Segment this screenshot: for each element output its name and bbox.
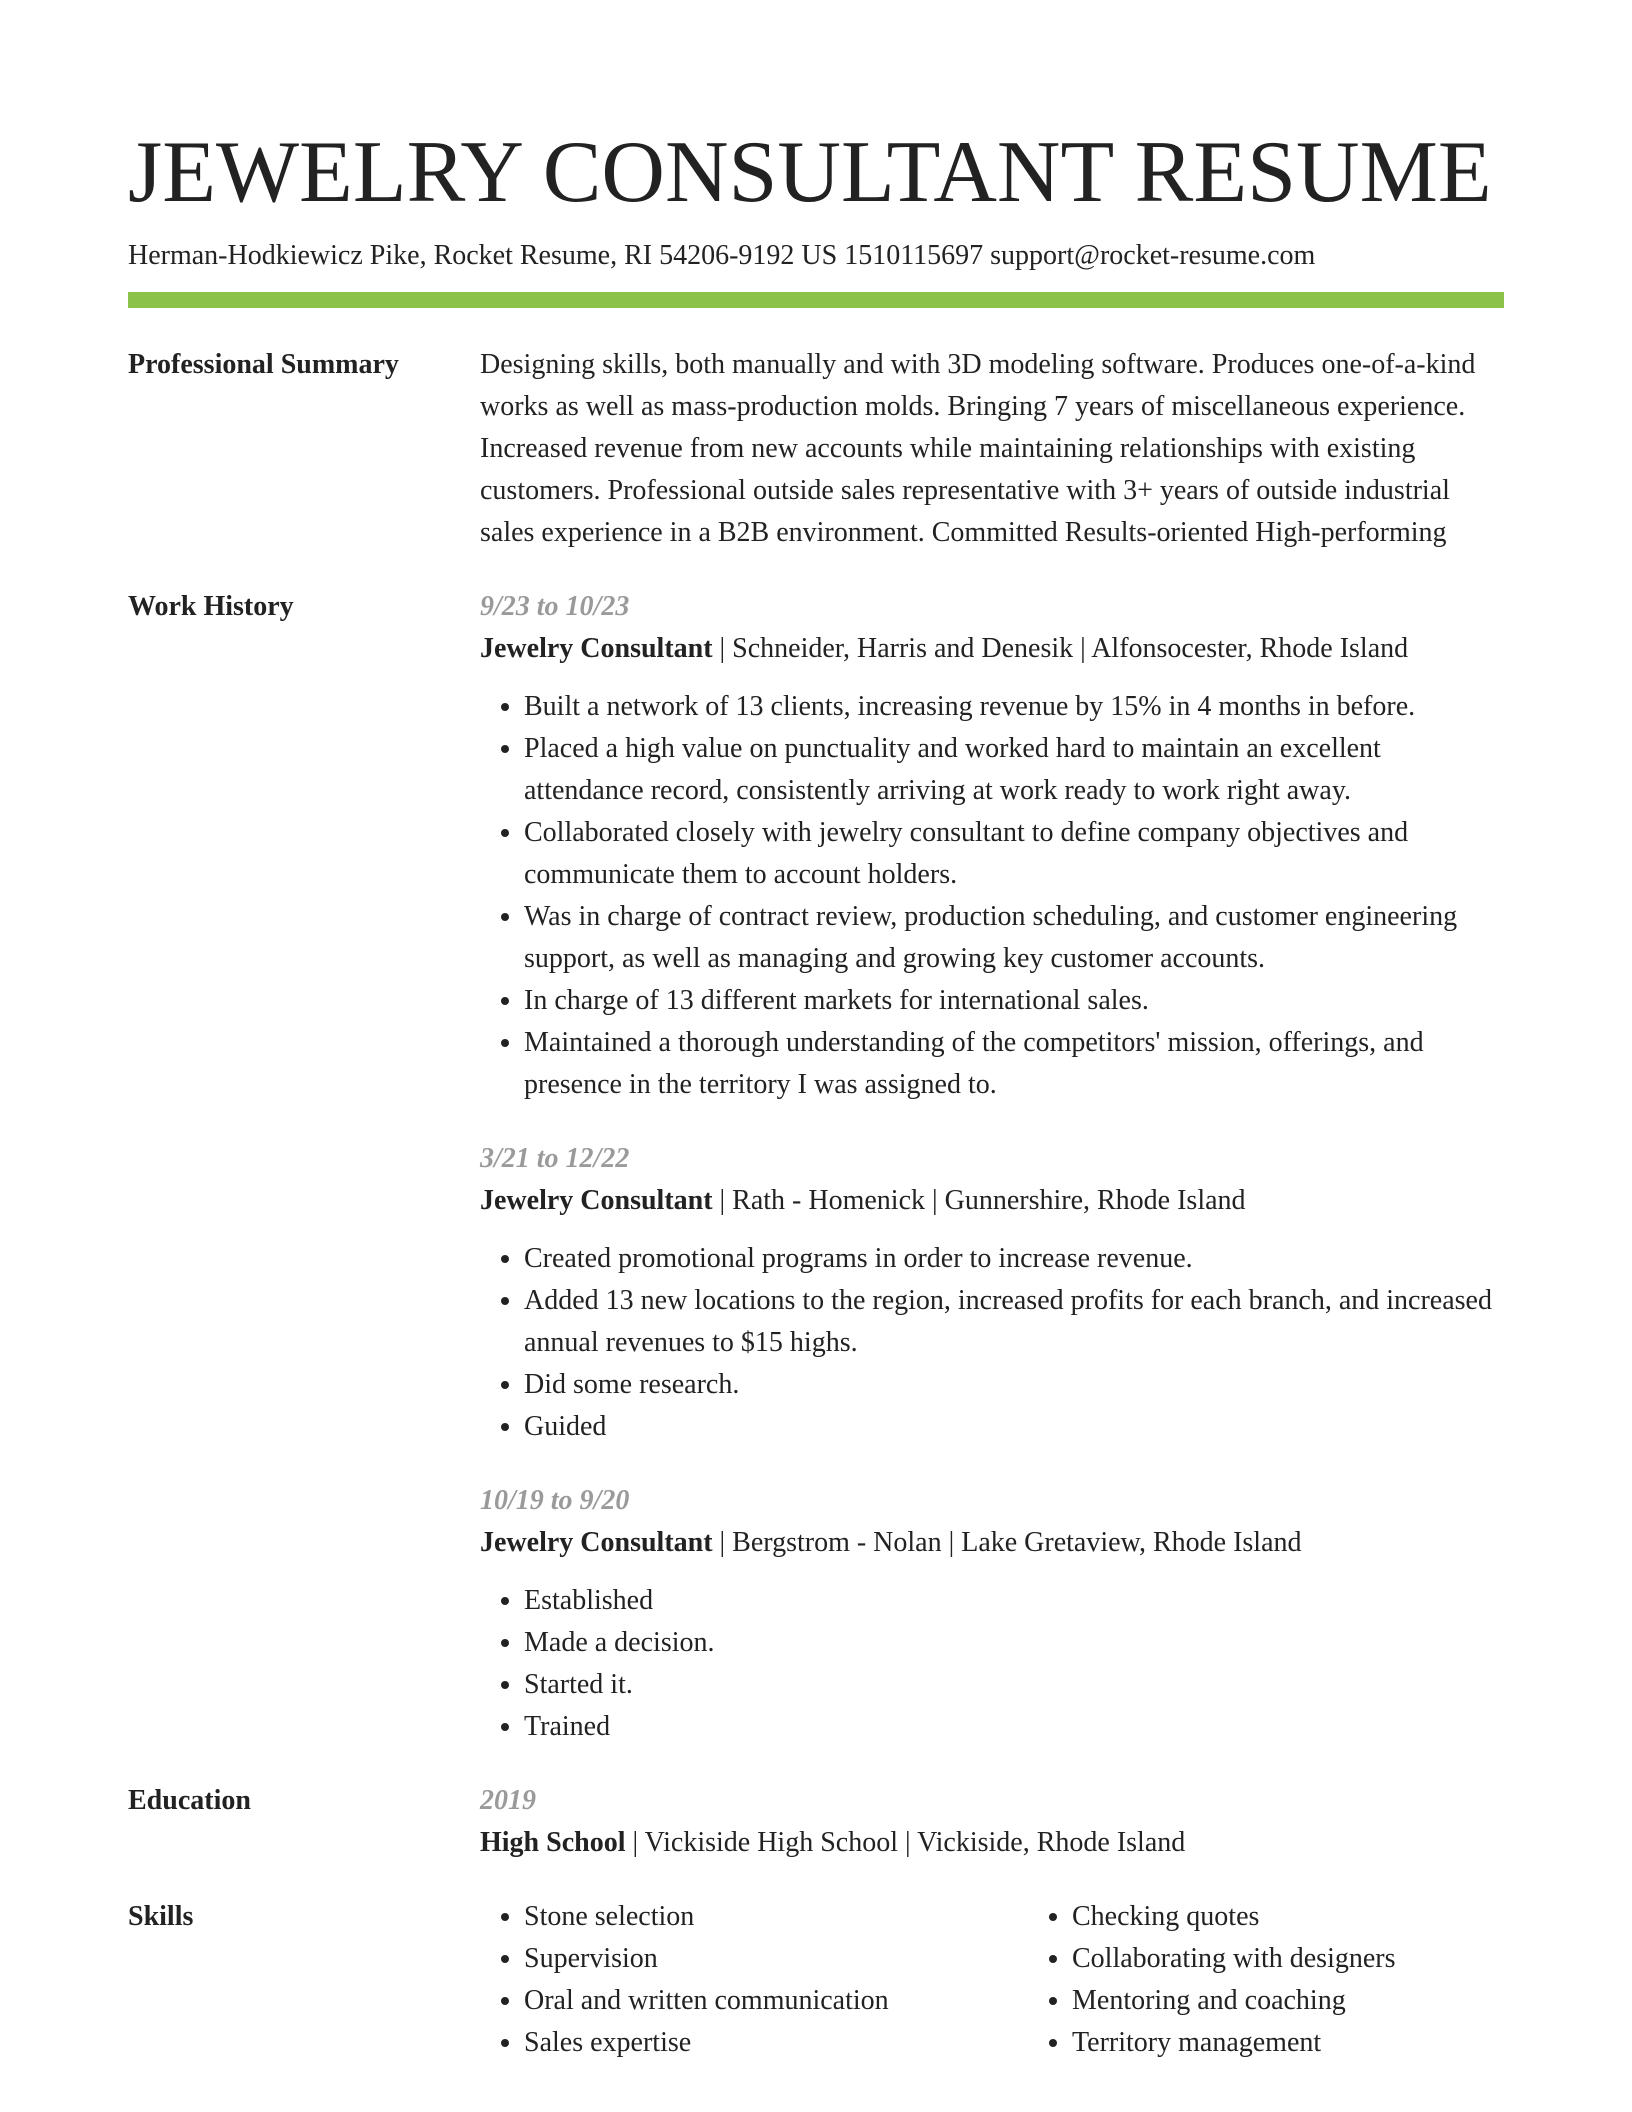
resume-title: JEWELRY CONSULTANT RESUME	[128, 124, 1492, 221]
education-section	[128, 1780, 1504, 1864]
job-bullet: • Added 13 new locations to the region, increased profits for each branch, and increased annual revenues to $15 highs.	[524, 1280, 1504, 1364]
header-divider	[128, 292, 1504, 308]
education-details: | Vickiside High School | Vickiside, Rhode Island	[625, 1827, 1186, 1858]
skills-columns	[480, 1896, 1504, 2064]
job-bullets	[480, 1238, 1504, 1448]
skill-item: • Checking quotes	[1072, 1896, 1532, 1938]
job-bullet: • In charge of 13 different markets for international sales.	[524, 980, 1504, 1022]
job-bullets	[480, 686, 1504, 1106]
job-role-line	[480, 628, 1504, 670]
job-bullet: • Guided	[524, 1406, 1504, 1448]
summary-section	[128, 344, 1504, 554]
job-bullet: • Maintained a thorough understanding of the competitors' mission, offerings, and presence in the territory I was assigned to.	[524, 1022, 1504, 1106]
skill-item: • Oral and written communication	[524, 1980, 984, 2022]
job-role-line	[480, 1180, 1504, 1222]
job-date: 3/21 to 12/22	[480, 1143, 630, 1174]
skill-item: • Supervision	[524, 1938, 984, 1980]
job-role-line	[480, 1522, 1504, 1564]
job-bullet: • Established	[524, 1580, 1504, 1622]
job-title: Jewelry Consultant	[480, 1185, 713, 1216]
job-bullet: • Made a decision.	[524, 1622, 1504, 1664]
education-line	[480, 1822, 1504, 1864]
education-date: 2019	[480, 1785, 536, 1816]
job-entry	[480, 1480, 1504, 1748]
work-history-section	[128, 586, 1504, 1748]
skill-item: • Sales expertise	[524, 2022, 984, 2064]
skills-label: Skills	[128, 1901, 194, 1932]
job-entry	[480, 586, 1504, 1106]
job-title: Jewelry Consultant	[480, 1527, 713, 1558]
job-details: | Rath - Homenick | Gunnershire, Rhode Island	[712, 1185, 1246, 1216]
work-history-label: Work History	[128, 591, 294, 622]
job-bullet: • Placed a high value on punctuality and worked hard to maintain an excellent attendance record, consistently arriving at work ready to work right away.	[524, 728, 1504, 812]
job-bullets	[480, 1580, 1504, 1748]
summary-body	[480, 344, 1504, 554]
contact-line: Herman-Hodkiewicz Pike, Rocket Resume, RI 54206-9192 US 1510115697 support@rocket-resume.com	[128, 240, 1316, 271]
education-label: Education	[128, 1785, 251, 1816]
job-bullet: • Trained	[524, 1706, 1504, 1748]
work-history-body	[480, 586, 1504, 1748]
summary-text: Designing skills, both manually and with 3D modeling software. Produces one-of-a-kind works as well as mass-production molds. Bringing 7 years of miscellaneous experience. Increased revenue from new accounts while maintaining relationships with existing customers. Professional outside sales representative with 3+ years of outside industrial sales experience in a B2B environment. Committed Results-oriented High-performing	[480, 349, 1476, 548]
job-bullet: • Built a network of 13 clients, increasing revenue by 15% in 4 months in before.	[524, 686, 1504, 728]
job-details: | Schneider, Harris and Denesik | Alfonsocester, Rhode Island	[712, 633, 1409, 664]
skills-section	[128, 1896, 1504, 2064]
job-entry	[480, 1138, 1504, 1448]
job-bullet: • Collaborated closely with jewelry consultant to define company objectives and communicate them to account holders.	[524, 812, 1504, 896]
skill-item: • Stone selection	[524, 1896, 984, 1938]
job-date: 10/19 to 9/20	[480, 1485, 630, 1516]
skills-list-right	[1028, 1896, 1532, 2064]
job-details: | Bergstrom - Nolan | Lake Gretaview, Rhode Island	[712, 1527, 1302, 1558]
job-title: Jewelry Consultant	[480, 633, 713, 664]
education-body	[480, 1780, 1504, 1864]
job-bullet: • Was in charge of contract review, production scheduling, and customer engineering support, as well as managing and growing key customer accounts.	[524, 896, 1504, 980]
job-bullet: • Started it.	[524, 1664, 1504, 1706]
summary-label: Professional Summary	[128, 349, 399, 380]
job-bullet: • Created promotional programs in order to increase revenue.	[524, 1238, 1504, 1280]
skill-item: • Mentoring and coaching	[1072, 1980, 1532, 2022]
skill-item: • Collaborating with designers	[1072, 1938, 1532, 1980]
skill-item: • Territory management	[1072, 2022, 1532, 2064]
skills-list-left	[480, 1896, 984, 2064]
education-degree: High School	[480, 1827, 626, 1858]
job-bullet: • Did some research.	[524, 1364, 1504, 1406]
job-date: 9/23 to 10/23	[480, 591, 630, 622]
skills-body	[480, 1896, 1504, 2064]
